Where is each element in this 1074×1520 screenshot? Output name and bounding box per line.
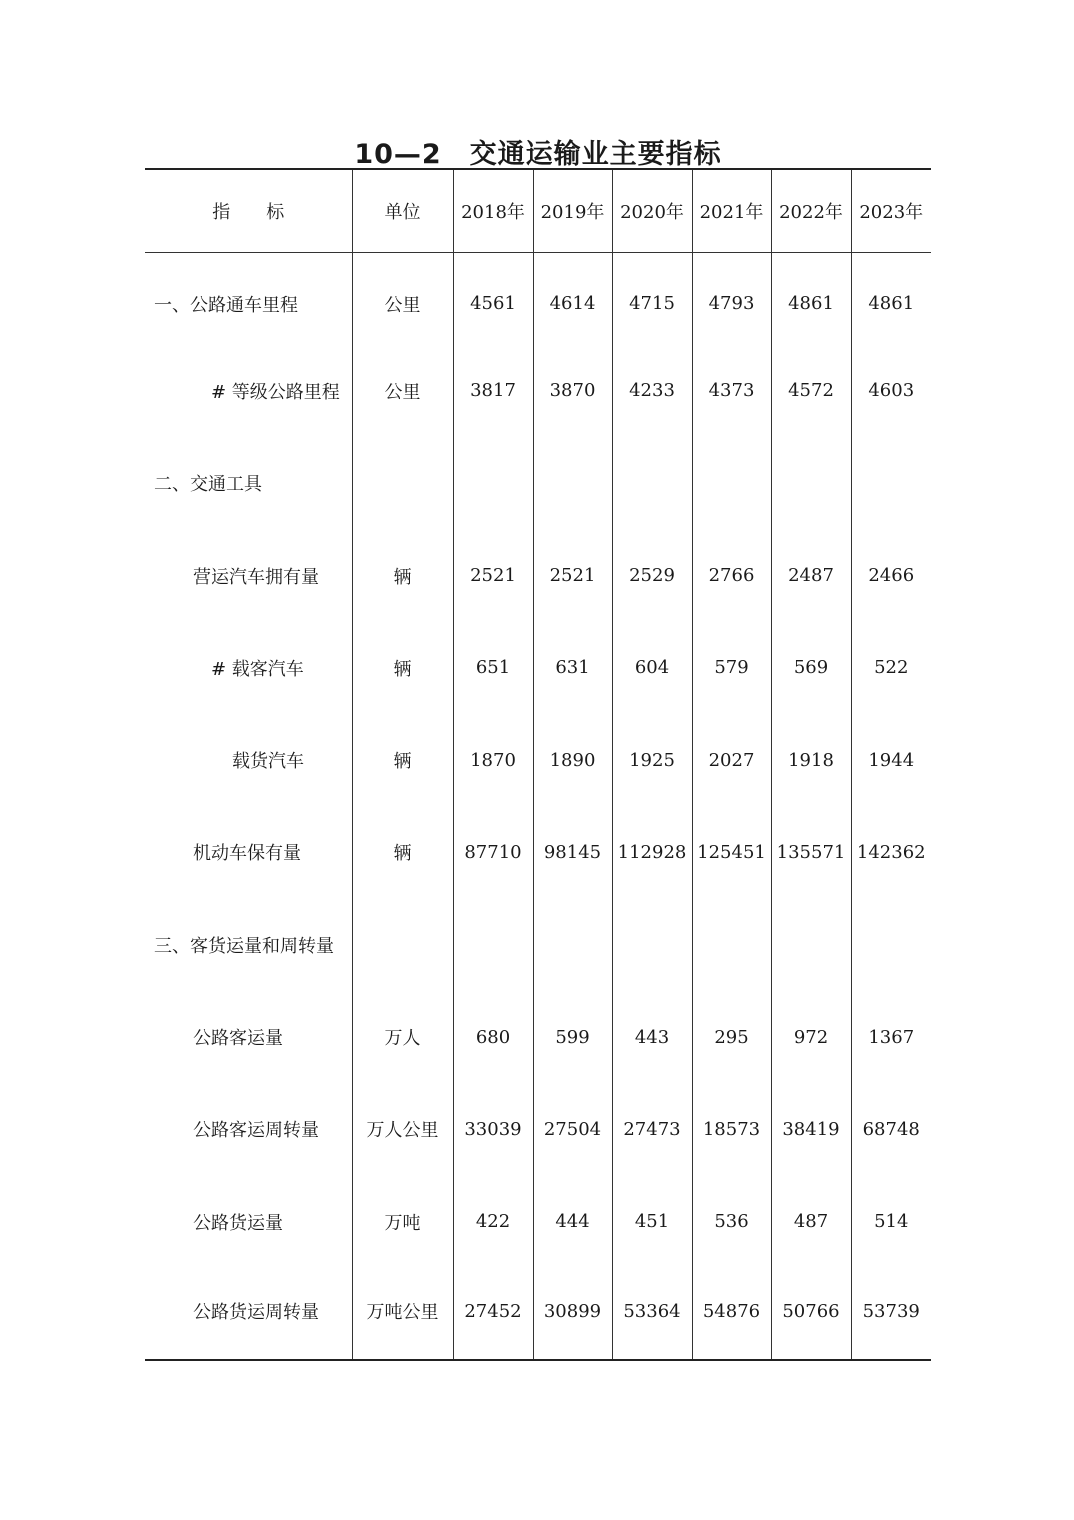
table-row — [145, 1083, 931, 1175]
row-value: 4614 — [533, 253, 612, 345]
row-value: 1870 — [453, 714, 533, 806]
row-value: 2521 — [533, 529, 612, 621]
row-value: 4793 — [692, 253, 771, 345]
row-unit: 万人公里 — [352, 1083, 453, 1175]
row-value — [612, 899, 692, 991]
row-value: 1367 — [851, 991, 931, 1083]
row-value: 4572 — [771, 345, 851, 437]
row-value: 38419 — [771, 1083, 851, 1175]
row-value: 1918 — [771, 714, 851, 806]
row-label: 公路客运周转量 — [193, 1120, 319, 1142]
row-value — [533, 899, 612, 991]
row-value: 1890 — [533, 714, 612, 806]
header-year: 2020年 — [612, 169, 692, 253]
row-value: 680 — [453, 991, 533, 1083]
table-row — [145, 529, 931, 621]
row-value: 295 — [692, 991, 771, 1083]
row-value: 444 — [533, 1175, 612, 1267]
row-value: 54876 — [692, 1268, 771, 1360]
row-value: 631 — [533, 622, 612, 714]
row-value: 4561 — [453, 253, 533, 345]
row-unit: 辆 — [352, 529, 453, 621]
row-value: 142362 — [851, 806, 931, 898]
row-label: 三、客货运量和周转量 — [154, 935, 334, 957]
header-year: 2018年 — [453, 169, 533, 253]
table-row — [145, 345, 931, 437]
row-label: 公路客运量 — [193, 1028, 283, 1050]
row-value: 27452 — [453, 1268, 533, 1360]
row-value: 579 — [692, 622, 771, 714]
row-unit: 万人 — [352, 991, 453, 1083]
table-row — [145, 714, 931, 806]
table-row — [145, 622, 931, 714]
row-value: 2466 — [851, 529, 931, 621]
row-value: 50766 — [771, 1268, 851, 1360]
row-unit — [352, 437, 453, 529]
row-value — [692, 899, 771, 991]
table-row — [145, 991, 931, 1083]
row-value: 18573 — [692, 1083, 771, 1175]
row-label: 公路货运周转量 — [193, 1302, 319, 1324]
row-label: 载货汽车 — [232, 751, 304, 773]
row-value: 4233 — [612, 345, 692, 437]
table-row — [145, 437, 931, 529]
row-unit: 辆 — [352, 714, 453, 806]
row-value: 2027 — [692, 714, 771, 806]
row-value: 651 — [453, 622, 533, 714]
row-value: 569 — [771, 622, 851, 714]
row-value — [453, 437, 533, 529]
row-unit: 辆 — [352, 622, 453, 714]
row-value: 68748 — [851, 1083, 931, 1175]
row-label: # 等级公路里程 — [211, 381, 340, 403]
row-value: 514 — [851, 1175, 931, 1267]
row-value: 4861 — [851, 253, 931, 345]
row-unit: 万吨公里 — [352, 1268, 453, 1360]
table-row — [145, 1268, 931, 1360]
row-value: 487 — [771, 1175, 851, 1267]
transport-indicators-table — [145, 168, 931, 1361]
row-value — [533, 437, 612, 529]
row-value: 135571 — [771, 806, 851, 898]
header-row — [145, 169, 931, 253]
row-value: 2521 — [453, 529, 533, 621]
table-row — [145, 899, 931, 991]
row-value: 4603 — [851, 345, 931, 437]
row-value — [771, 437, 851, 529]
row-value: 422 — [453, 1175, 533, 1267]
header-year: 2021年 — [692, 169, 771, 253]
row-value: 53739 — [851, 1268, 931, 1360]
row-value — [453, 899, 533, 991]
header-indicator: 指 标 — [145, 169, 352, 253]
table-row — [145, 1175, 931, 1267]
row-unit: 公里 — [352, 253, 453, 345]
row-value: 451 — [612, 1175, 692, 1267]
row-value: 522 — [851, 622, 931, 714]
header-unit: 单位 — [352, 169, 453, 253]
table-title: 10—2 交通运输业主要指标 — [354, 139, 722, 170]
row-value: 3817 — [453, 345, 533, 437]
table-row — [145, 806, 931, 898]
row-value: 4861 — [771, 253, 851, 345]
row-value: 98145 — [533, 806, 612, 898]
row-label: 营运汽车拥有量 — [193, 566, 319, 588]
row-value: 30899 — [533, 1268, 612, 1360]
row-value: 53364 — [612, 1268, 692, 1360]
row-value: 4715 — [612, 253, 692, 345]
row-value — [612, 437, 692, 529]
header-year: 2022年 — [771, 169, 851, 253]
header-year: 2019年 — [533, 169, 612, 253]
row-label: # 载客汽车 — [211, 658, 304, 680]
row-value: 443 — [612, 991, 692, 1083]
row-value: 33039 — [453, 1083, 533, 1175]
row-label: 机动车保有量 — [193, 843, 301, 865]
row-value — [692, 437, 771, 529]
row-value: 27473 — [612, 1083, 692, 1175]
row-value: 536 — [692, 1175, 771, 1267]
row-value: 87710 — [453, 806, 533, 898]
row-value — [851, 899, 931, 991]
row-label: 二、交通工具 — [154, 474, 262, 496]
row-unit: 公里 — [352, 345, 453, 437]
row-value: 125451 — [692, 806, 771, 898]
row-label: 一、公路通车里程 — [154, 294, 298, 316]
row-value: 2487 — [771, 529, 851, 621]
row-value: 1944 — [851, 714, 931, 806]
row-value: 27504 — [533, 1083, 612, 1175]
row-value: 1925 — [612, 714, 692, 806]
row-value: 2766 — [692, 529, 771, 621]
row-value — [851, 437, 931, 529]
row-label: 公路货运量 — [193, 1212, 283, 1234]
row-value: 604 — [612, 622, 692, 714]
row-value — [771, 899, 851, 991]
row-value: 112928 — [612, 806, 692, 898]
table-row — [145, 253, 931, 345]
row-value: 599 — [533, 991, 612, 1083]
row-value: 2529 — [612, 529, 692, 621]
row-unit: 万吨 — [352, 1175, 453, 1267]
row-value: 4373 — [692, 345, 771, 437]
row-value: 972 — [771, 991, 851, 1083]
row-unit: 辆 — [352, 806, 453, 898]
row-unit — [352, 899, 453, 991]
header-year: 2023年 — [851, 169, 931, 253]
row-value: 3870 — [533, 345, 612, 437]
